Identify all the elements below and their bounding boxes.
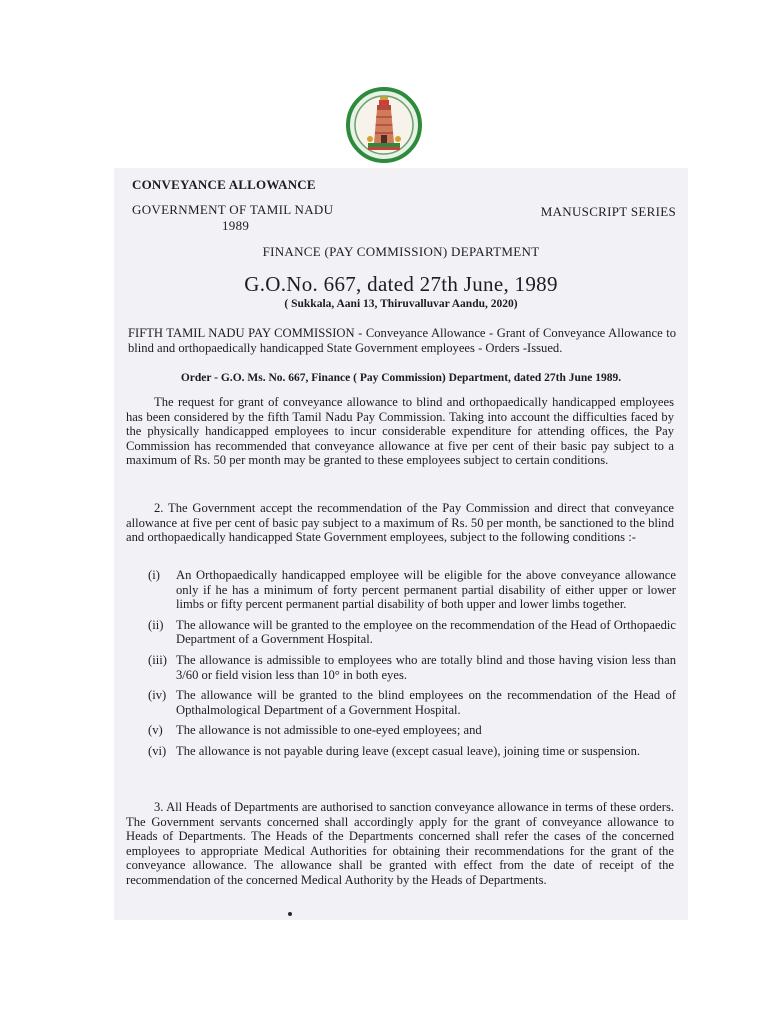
condition-number: (iii) xyxy=(148,652,167,667)
document-page xyxy=(114,168,688,920)
condition-number: (i) xyxy=(148,568,160,582)
page-mark-dot xyxy=(288,912,292,916)
government-name: GOVERNMENT OF TAMIL NADU xyxy=(132,202,334,217)
condition-number: (v) xyxy=(148,723,163,738)
header-year: 1989 xyxy=(222,218,250,233)
condition-number: (iv) xyxy=(148,688,167,703)
document-title: CONVEYANCE ALLOWANCE xyxy=(132,177,316,192)
condition-item xyxy=(148,653,676,682)
condition-item xyxy=(148,723,676,738)
conditions-list xyxy=(148,568,676,759)
condition-text: The allowance is not admissible to one-eyed employees; and xyxy=(176,723,482,738)
condition-text: The allowance will be granted to the blind employees on the recommendation of the Head of Opthalmological Department of a Government Hospital. xyxy=(176,688,676,717)
tamil-nadu-emblem-icon xyxy=(346,85,422,165)
condition-text: The allowance will be granted to the employee on the recommendation of the Head of Orthopaedic Department of a Government Hospital. xyxy=(176,617,676,647)
go-number-title: G.O.No. 667, dated 27th June, 1989 xyxy=(244,272,558,296)
department-name: FINANCE (PAY COMMISSION) DEPARTMENT xyxy=(262,244,540,259)
condition-number: (ii) xyxy=(148,617,164,632)
paragraph-1: The request for grant of conveyance allowance to blind and orthopaedically handicapped employees has been considered by the fifth Tamil Nadu Pay Commission. Taking into account the difficulties faced by the physically handicapped employees to incur considerable expenditure for attending offices, the Pay Commission has recommended that conveyance allowance at five per cent of their basic pay subject to a maximum of Rs. 50 per month may be granted to these employees subject to certain conditions. xyxy=(126,395,674,468)
condition-item xyxy=(148,744,676,759)
subject-line: FIFTH TAMIL NADU PAY COMMISSION - Conveyance Allowance - Grant of Conveyance Allowance to blind and orthopaedically handicapped State Government employees - Orders -Issued. xyxy=(128,326,676,355)
paragraph-3: 3. All Heads of Departments are authorised to sanction conveyance allowance in terms of these orders. The Government servants concerned shall accordingly apply for the grant of conveyance allowance to Heads of Departments. The Heads of the Departments concerned shall refer the cases of the concerned employees to appropriate Medical Authorities for obtaining their recommendations for the grant of the conveyance allowance. The allowance shall be granted with effect from the date of receipt of the recommendation of the concerned Medical Authority by the Heads of Departments. xyxy=(126,800,674,887)
condition-item xyxy=(148,688,676,717)
series-label: MANUSCRIPT SERIES xyxy=(540,204,676,219)
condition-text: The allowance is admissible to employees who are totally blind and those having vision less than 3/60 or field vision less than 10° in both eyes. xyxy=(176,652,676,682)
condition-item xyxy=(148,618,676,647)
condition-item xyxy=(148,568,676,612)
condition-text: The allowance is not payable during leave (except casual leave), joining time or suspension. xyxy=(176,743,641,758)
paragraph-2: 2. The Government accept the recommendation of the Pay Commission and direct that conveyance allowance at five per cent of basic pay subject to a maximum of Rs. 50 per month, be sanctioned to the blind and orthopaedically handicapped State Government employees, subject to the following conditions :- xyxy=(126,501,674,545)
condition-number: (vi) xyxy=(148,743,167,758)
tamil-calendar-date: ( Sukkala, Aani 13, Thiruvalluvar Aandu, 2020) xyxy=(284,298,518,310)
order-reference: Order - G.O. Ms. No. 667, Finance ( Pay Commission) Department, dated 27th June 1989. xyxy=(180,372,622,384)
condition-text: An Orthopaedically handicapped employee will be eligible for the above conveyance allowance only if he has a minimum of forty percent permanent partial disability of either upper or lower limbs or fifty percent permanent partial disability of both upper and lower limbs together. xyxy=(176,568,676,612)
